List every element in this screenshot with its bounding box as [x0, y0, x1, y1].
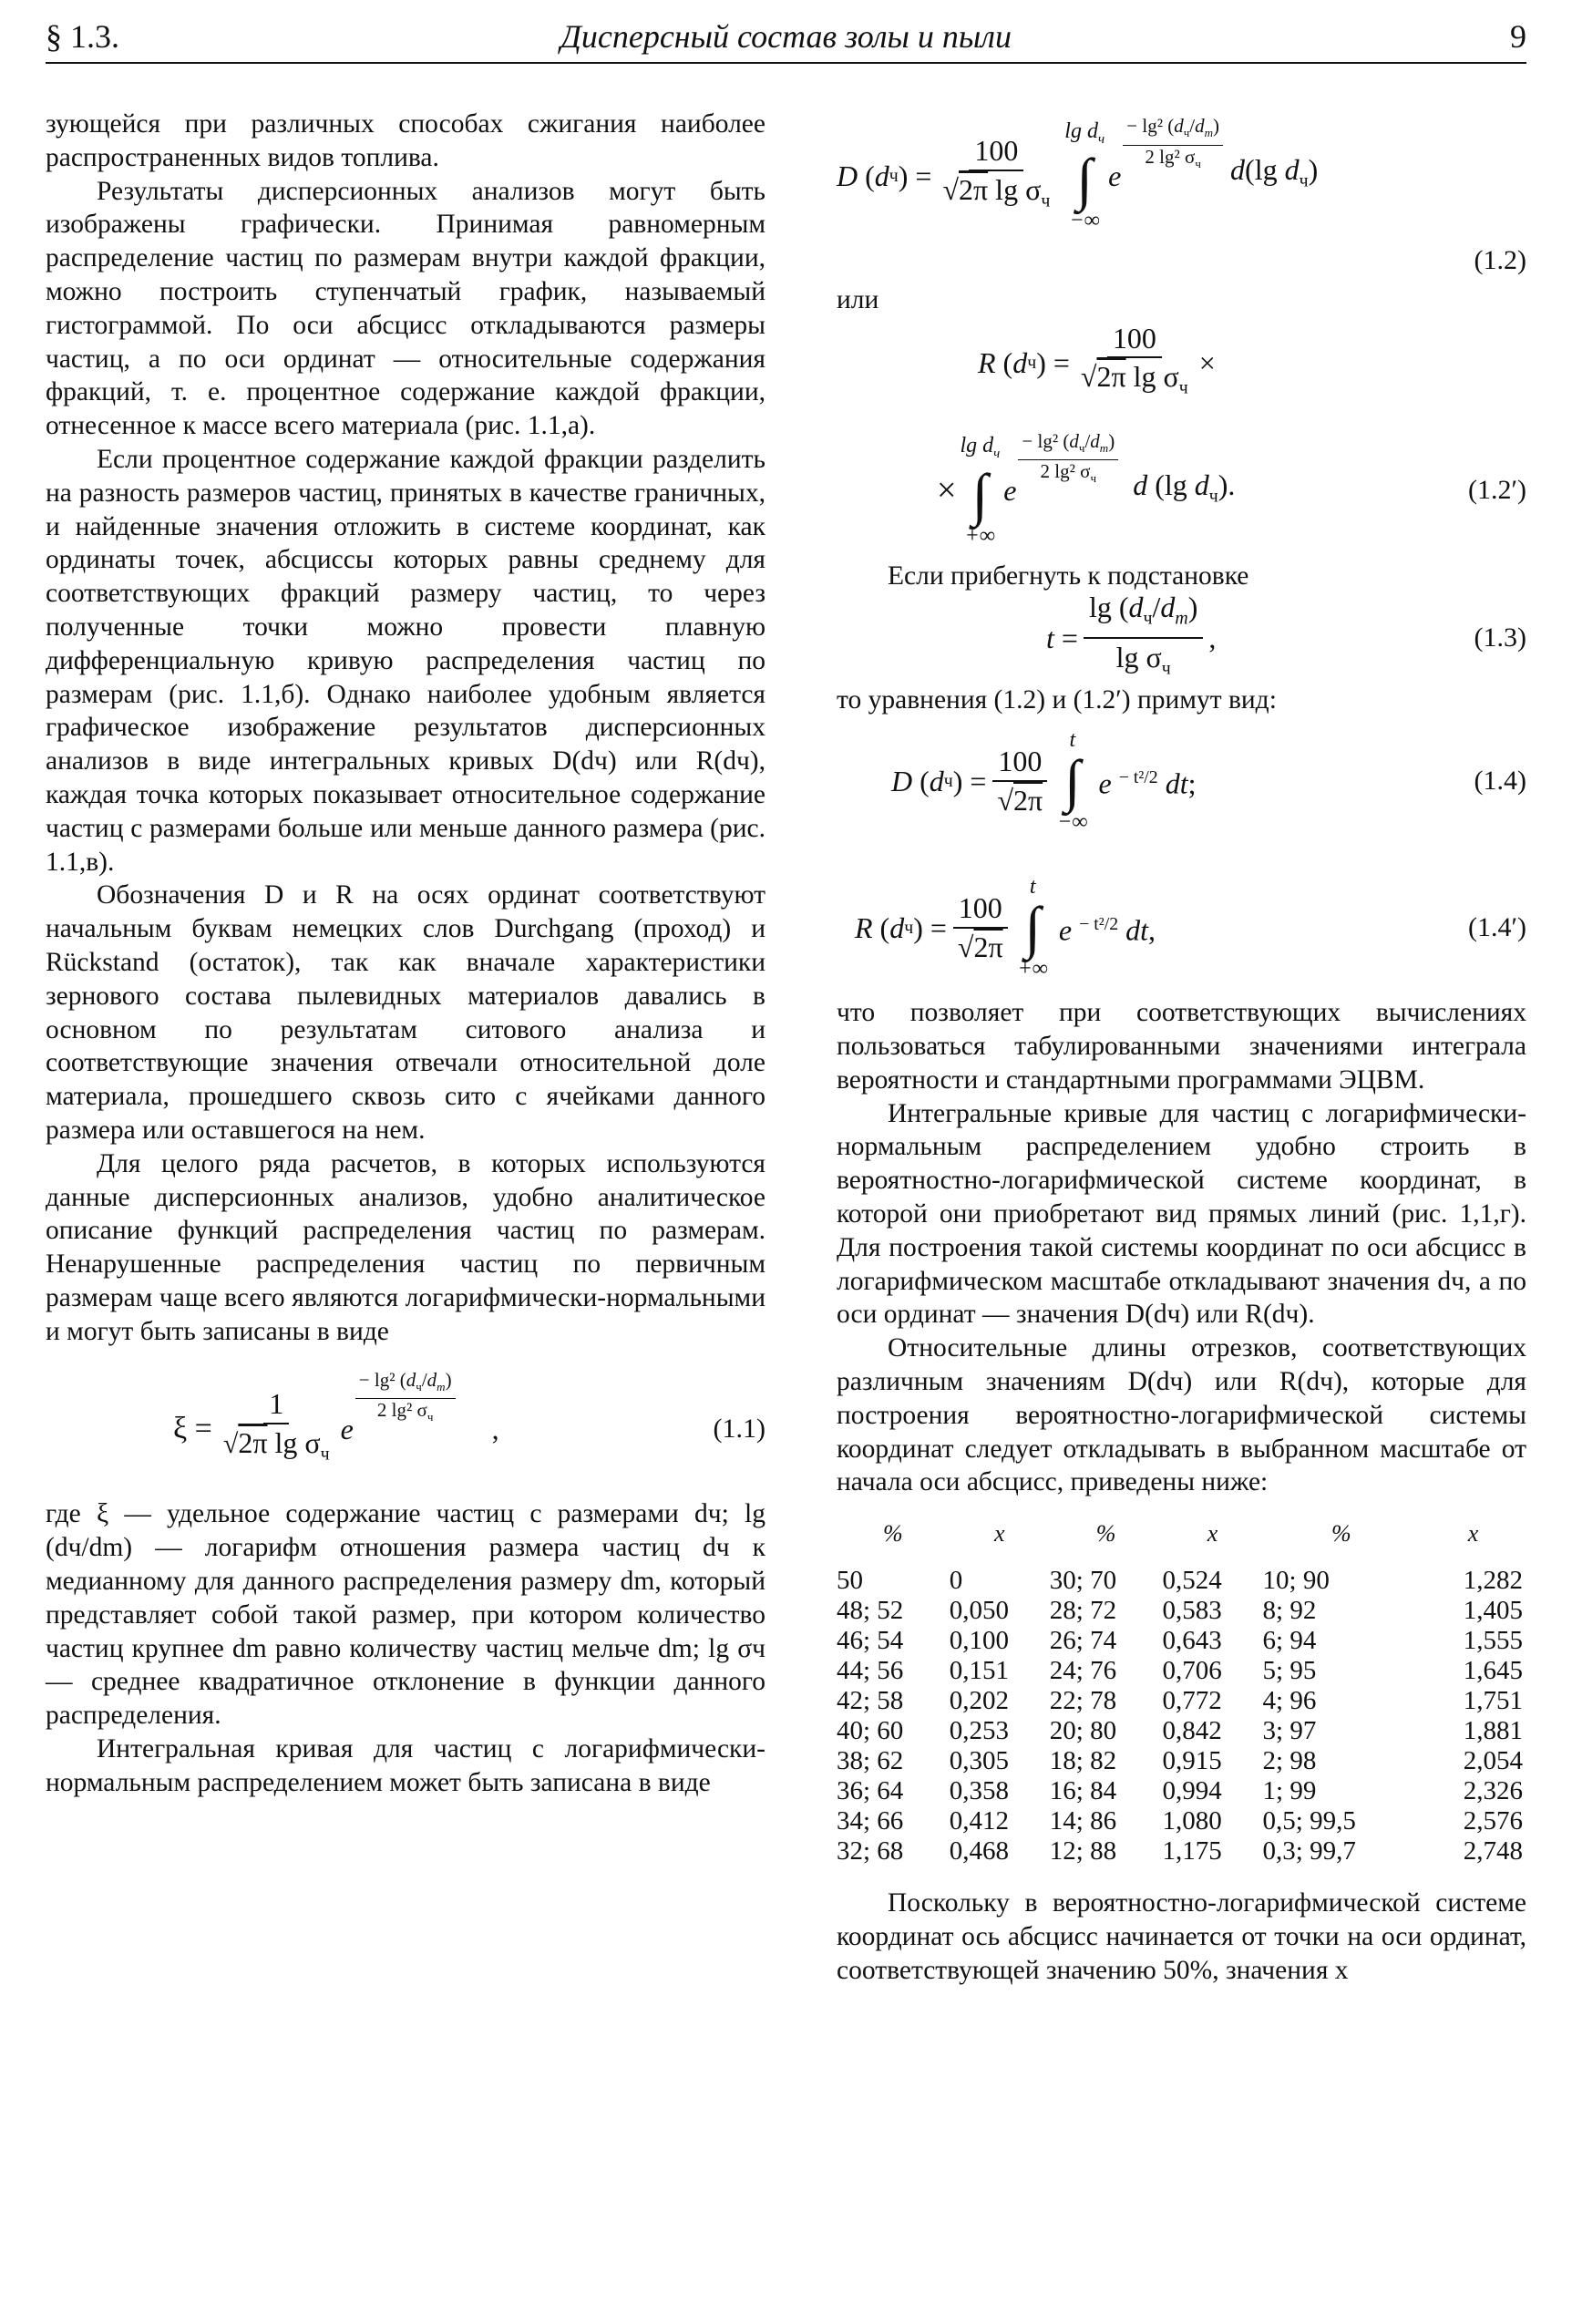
paragraph: зующейся при различных способах сжигания наиболее распространенных видов топлива.: [46, 109, 765, 172]
table-cell: 0,202: [949, 1685, 1009, 1715]
table-cell: 6; 94: [1262, 1625, 1317, 1655]
equation-number: (1.2′): [1467, 475, 1526, 506]
paragraph: что позволяет при соответствующих вычислениях пользоваться табулированными значениями интеграла вероятности и стандартными программами ЭЦВМ.: [837, 998, 1526, 1095]
table-cell: 4; 96: [1262, 1685, 1317, 1715]
table-cell: 0,5; 99,5: [1262, 1805, 1356, 1836]
table-cell: 30; 70: [1049, 1565, 1117, 1595]
table-cell: 32; 68: [837, 1836, 904, 1866]
table-row: [837, 1716, 1526, 1746]
equation-1-4-prime: R ( d ч ) = $\frac{100}{√2\pi}$ t ∫ +∞ e $^{- t^2/2}$ dt, (1.4′): [855, 875, 1526, 982]
table-cell: 2,748: [1463, 1836, 1523, 1866]
page-number: 9: [1510, 18, 1526, 55]
table-cell: 0,050: [949, 1595, 1009, 1625]
column-header: x: [1467, 1520, 1479, 1548]
equation-number: (1.1): [713, 1414, 765, 1445]
table-cell: 36; 64: [837, 1775, 904, 1805]
paragraph: Результаты дисперсионных анализов могут быть изображены графически. Принимая равномерным распределение частиц по размерам внутри каждой фракции, можно построить ступенчатый график, называемый гистограммой. По оси абсцисс откладываются размеры частиц, а по оси ординат — относительные содержания фракций, т. е. процентное содержание каждой фракции, отнесенное к массе всего материала (рис. 1.1,а).: [46, 176, 765, 441]
table-cell: 26; 74: [1049, 1625, 1117, 1655]
table-cell: 10; 90: [1262, 1565, 1330, 1595]
paragraph: Поскольку в вероятностно-логарифмической системе координат ось абсцисс начинается от точки на оси ординат, соответствующей значению 50%, значения x: [837, 1887, 1526, 1985]
table-cell: 0,706: [1162, 1655, 1222, 1685]
table-header-row: [837, 1517, 1526, 1566]
paragraph: Интегральная кривая для частиц с логарифмически-нормальным распределением может быть записана в виде: [46, 1734, 765, 1797]
table-cell: 22; 78: [1049, 1685, 1117, 1715]
paragraph: Интегральные кривые для частиц с логарифмически-нормальным распределением удобно строить в вероятностно-логарифмической системе координат, в которой они приобретают вид прямых линий (рис. 1,1,г). Для построения такой системы координат по оси абсцисс в логарифмическом масштабе откладывают значения dч, а по оси ординат — значения D(dч) или R(dч).: [837, 1098, 1526, 1330]
table-cell: 18; 82: [1049, 1745, 1117, 1775]
equation-1-3: t = $\frac{\lg (d_ч/d_m)}{\lg \sigma_ч}$ , (1.3): [1046, 591, 1526, 679]
table-cell: 0,253: [949, 1715, 1009, 1745]
table-cell: 0,100: [949, 1625, 1009, 1655]
table-cell: 14; 86: [1049, 1805, 1117, 1836]
column-header: %: [1331, 1520, 1351, 1548]
table-row: [837, 1626, 1526, 1656]
table-cell: 42; 58: [837, 1685, 904, 1715]
equation-number: (1.3): [1474, 622, 1526, 653]
section-number: § 1.3.: [46, 18, 119, 55]
table-cell: 40; 60: [837, 1715, 904, 1745]
table-row: [837, 1596, 1526, 1626]
table-cell: 0,468: [949, 1836, 1009, 1866]
table-cell: 50: [837, 1565, 863, 1595]
equation-1-2-prime-b: × $\lg d_ч$ ∫ +∞ e − lg² $(d_ч/d_m)$ 2 lg² $\sigma_ч$ d (lg $d_ч$). (1.2′): [937, 429, 1526, 548]
table-cell: 0,994: [1162, 1775, 1222, 1805]
table-cell: 1,282: [1463, 1565, 1523, 1595]
table-cell: 1,645: [1463, 1655, 1523, 1685]
paragraph: Относительные длины отрезков, соответствующих различным значениям D(dч) или R(dч), которые для построения вероятностно-логарифмической системы координат следует откладывать в выбранном масштабе от начала оси абсцисс, приведены ниже:: [837, 1333, 1526, 1497]
paragraph: или: [837, 284, 879, 314]
table-cell: 44; 56: [837, 1655, 904, 1685]
percent-x-table: [837, 1517, 1526, 1866]
table-cell: 0,772: [1162, 1685, 1222, 1715]
table-cell: 3; 97: [1262, 1715, 1317, 1745]
running-header: [46, 16, 1526, 62]
paragraph: Если прибегнуть к подстановке: [888, 560, 1249, 591]
equation-1-4: D ( d ч ) = $\frac{100}{√2\pi}$ t ∫ −∞ e $^{- t^2/2}$ dt; (1.4): [891, 728, 1526, 835]
table-cell: 1,405: [1463, 1595, 1523, 1625]
table-cell: 38; 62: [837, 1745, 904, 1775]
table-cell: 1,080: [1162, 1805, 1222, 1836]
table-cell: 2,054: [1463, 1745, 1523, 1775]
table-row: [837, 1566, 1526, 1596]
equation-1-2-prime-a: R ( d ч ) = $\frac{100}{√2\pi \lg \sigma_ч}$ ×: [978, 321, 1216, 398]
table-cell: 2; 98: [1262, 1745, 1317, 1775]
table-cell: 8; 92: [1262, 1595, 1317, 1625]
paragraph: Для целого ряда расчетов, в которых используются данные дисперсионных анализов, удобно аналитическое описание функций распределения частиц по размерам. Ненарушенные распределения частиц по первичным размерам чаще всего являются логарифмически-нормальными и могут быть записаны в виде: [46, 1148, 765, 1346]
table-cell: 12; 88: [1049, 1836, 1117, 1866]
column-header: %: [883, 1520, 903, 1548]
table-cell: 1,881: [1463, 1715, 1523, 1745]
equation-number: (1.4): [1474, 765, 1526, 796]
equation-number: (1.4′): [1467, 911, 1526, 942]
table-cell: 24; 76: [1049, 1655, 1117, 1685]
running-title: Дисперсный состав золы и пыли: [560, 18, 1012, 55]
right-column: [837, 108, 1526, 1987]
equation-1-2: D ( d ч ) = $\frac{100}{√2\pi \lg \sigma_ч}$ $\lg d_ч$ ∫ −∞ e − lg² $(d_ч/d_m)$ 2 lg² $\sigma_ч$ d(lg $d_ч$): [837, 115, 1319, 233]
table-cell: 0,842: [1162, 1715, 1222, 1745]
table-cell: 0,305: [949, 1745, 1009, 1775]
table-cell: 1; 99: [1262, 1775, 1317, 1805]
table-cell: 0,583: [1162, 1595, 1222, 1625]
paragraph: где ξ — удельное содержание частиц с размерами dч; lg (dч/dm) — логарифм отношения размера частиц dч к медианному для данного распределения размеру dm, который представляет собой такой размер, при котором количество частиц крупнее dm равно количеству частиц мельче dm; lg σч — среднее квадратичное отклонение в функции данного распределения.: [46, 1499, 765, 1731]
paragraph: Если процентное содержание каждой фракции разделить на разность размеров частиц, принятых в качестве граничных, и найденные значения отложить в системе координат, как ординаты точек, абсциссы которых равны среднему для соответствующих фракций размеру частиц, то через полученные точки можно провести плавную дифференциальную кривую распределения частиц по размерам (рис. 1.1,б). Однако наиболее удобным является графическое изображение результатов дисперсионных анализов в виде интегральных кривых D(dч) или R(dч), каждая точка которых показывает относительное содержание частиц с размерами больше или меньше данного размера (рис. 1.1,в).: [46, 444, 765, 877]
table-cell: 34; 66: [837, 1805, 904, 1836]
table-cell: 1,175: [1162, 1836, 1222, 1866]
equation-number: (1.2): [1474, 245, 1526, 275]
header-rule: [46, 62, 1526, 64]
table-row: [837, 1686, 1526, 1716]
table-row: [837, 1776, 1526, 1806]
table-cell: 20; 80: [1049, 1715, 1117, 1745]
table-row: [837, 1836, 1526, 1866]
table-row: [837, 1656, 1526, 1686]
paragraph: Обозначения D и R на осях ординат соответствуют начальным буквам немецких слов Durchgang (проход) и Rückstand (остаток), так как вначале характеристики зернового состава пылевидных материалов давались в основном по результатам ситового анализа и соответствующие значения отвечали относительной доле материала, прошедшего сквозь сито с ячейками данного размера или оставшегося на нем.: [46, 880, 765, 1145]
table-cell: 5; 95: [1262, 1655, 1317, 1685]
table-cell: 0,915: [1162, 1745, 1222, 1775]
paragraph: то уравнения (1.2) и (1.2′) примут вид:: [837, 685, 1277, 715]
table-cell: 16; 84: [1049, 1775, 1117, 1805]
table-cell: 0: [949, 1565, 963, 1595]
table-cell: 1,555: [1463, 1625, 1523, 1655]
table-cell: 0,358: [949, 1775, 1009, 1805]
equation-1-1: ξ = $\frac{1}{√2\pi \lg \sigma_ч}$ e − lg² $(d_ч/d_m)$ 2 lg² $\sigma_ч$ , (1.1): [173, 1368, 765, 1465]
table-cell: 2,576: [1463, 1805, 1523, 1836]
left-column: [46, 108, 765, 1800]
table-cell: 0,151: [949, 1655, 1009, 1685]
table-cell: 0,412: [949, 1805, 1009, 1836]
column-header: x: [1207, 1520, 1218, 1548]
column-header: %: [1095, 1520, 1116, 1548]
column-header: x: [993, 1520, 1005, 1548]
table-cell: 0,3; 99,7: [1262, 1836, 1356, 1866]
table-cell: 48; 52: [837, 1595, 904, 1625]
table-cell: 0,643: [1162, 1625, 1222, 1655]
table-cell: 1,751: [1463, 1685, 1523, 1715]
table-cell: 0,524: [1162, 1565, 1222, 1595]
table-row: [837, 1806, 1526, 1836]
table-cell: 28; 72: [1049, 1595, 1117, 1625]
table-row: [837, 1746, 1526, 1776]
table-cell: 46; 54: [837, 1625, 904, 1655]
table-cell: 2,326: [1463, 1775, 1523, 1805]
